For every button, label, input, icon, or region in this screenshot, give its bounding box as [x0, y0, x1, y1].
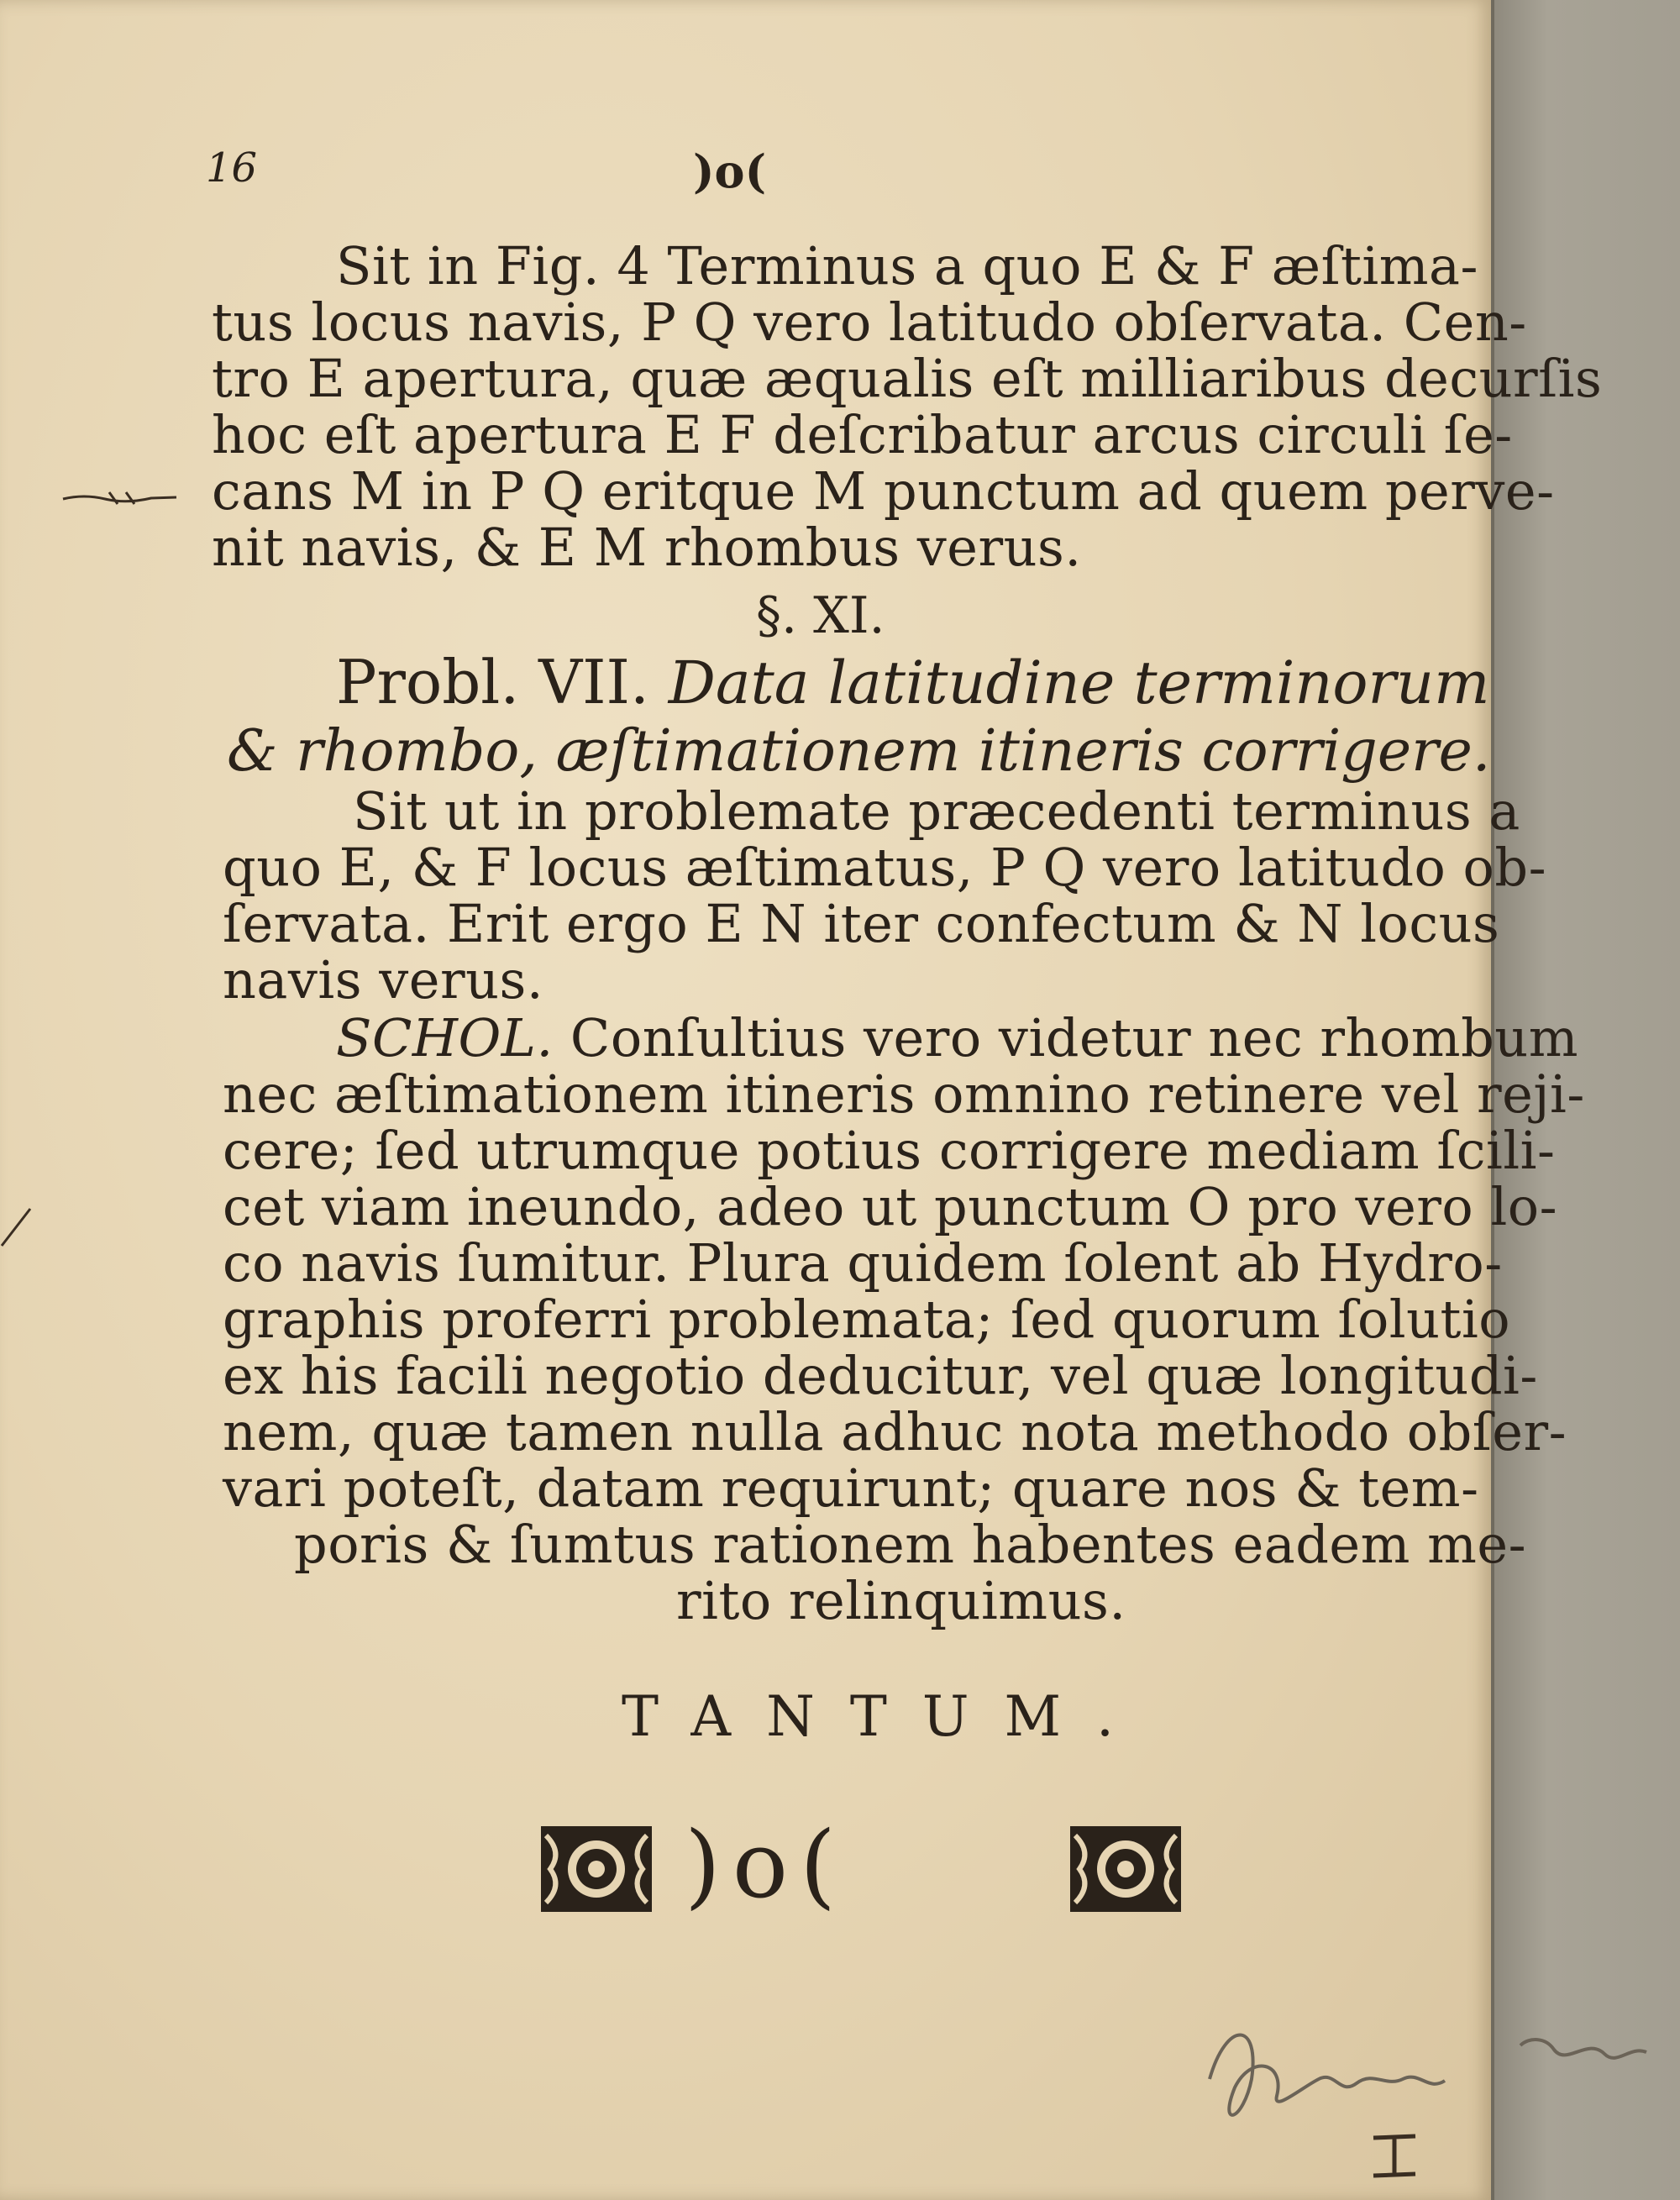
text-line: Sit ut in problemate præcedenti terminus a	[353, 780, 1520, 842]
page-number: 16	[206, 144, 258, 192]
text-line: nem, quæ tamen nulla adhuc nota methodo obſer-	[223, 1401, 1567, 1462]
section-number: §. XI.	[756, 586, 885, 645]
text-line: tro E apertura, quæ æqualis eſt milliaribus decurſis	[212, 348, 1603, 409]
tailpiece-ornament	[538, 1811, 1210, 1924]
handwritten-signature	[1193, 1987, 1663, 2180]
text-line: cet viam ineundo, adeo ut punctum O pro vero lo-	[223, 1176, 1558, 1237]
text-line: hoc eſt apertura E F deſcribatur arcus circuli ſe-	[212, 404, 1513, 465]
text-line: ex his facili negotio deducitur, vel quæ longitudi-	[223, 1345, 1538, 1406]
text-line: poris & ſumtus rationem habentes eadem me-	[294, 1514, 1527, 1575]
scholium-first-line	[336, 1007, 1578, 1068]
text-line: nit navis, & E M rhombus verus.	[212, 517, 1082, 578]
text-line: cans M in P Q eritque M punctum ad quem perve-	[212, 460, 1555, 522]
margin-pointer-mark	[59, 486, 185, 511]
left-fleuron-icon	[538, 1823, 655, 1915]
scholium-label: SCHOL.	[336, 1007, 554, 1068]
problem-title: Data latitudine terminorum	[668, 648, 1490, 717]
finis-word: TANTUM.	[622, 1684, 1150, 1749]
text-line: cere; ſed utrumque potius corrigere mediam ſcili-	[223, 1120, 1556, 1181]
problem-heading	[336, 647, 1489, 717]
tailpiece-text: )o(	[685, 1811, 848, 1919]
problem-title-continued: & rhombo, æſtimationem itineris corrigere.	[227, 718, 1491, 785]
text-line: tus locus navis, P Q vero latitudo obſervata. Cen-	[212, 291, 1527, 353]
text-line: navis verus.	[223, 949, 544, 1011]
text-line: co navis ſumitur. Plura quidem ſolent ab Hydro-	[223, 1232, 1503, 1294]
margin-stroke-mark	[0, 1205, 34, 1247]
right-fleuron-icon	[1067, 1823, 1184, 1915]
text-line: graphis proferri problemata; ſed quorum ſolutio	[223, 1289, 1511, 1350]
text-line: quo E, & F locus æſtimatus, P Q vero latitudo ob-	[223, 837, 1547, 898]
running-head: )o(	[693, 144, 767, 198]
text-line: nec æſtimationem itineris omnino retinere vel reji-	[223, 1063, 1585, 1125]
problem-label: Probl. VII.	[336, 647, 649, 717]
text-line: vari poteſt, datam requirunt; quare nos & tem-	[223, 1457, 1479, 1519]
scholium-text: Conſultius vero videtur nec rhombum	[570, 1007, 1578, 1068]
text-line: rito relinquimus.	[676, 1570, 1126, 1631]
text-line: ſervata. Erit ergo E N iter confectum & N locus	[223, 893, 1500, 954]
text-line: Sit in Fig. 4 Terminus a quo E & F æſtima-	[336, 235, 1478, 297]
